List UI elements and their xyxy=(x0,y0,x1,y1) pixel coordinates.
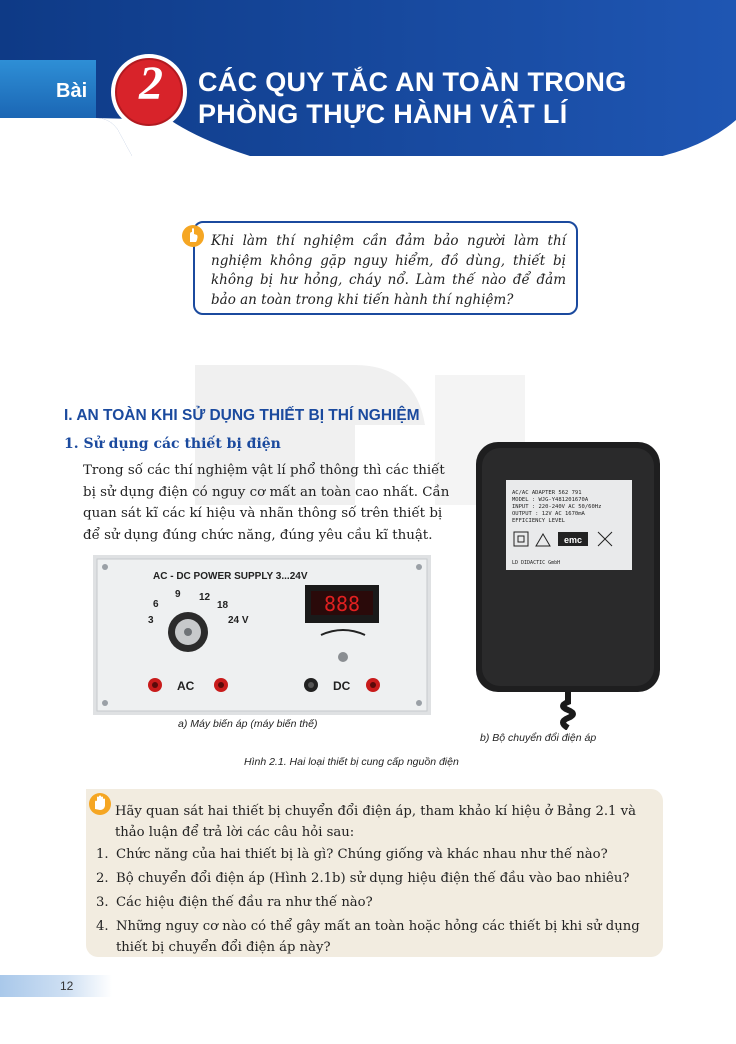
section-paragraph: Trong số các thí nghiệm vật lí phổ thông thì các thiết bị sử dụng điện có nguy cơ mất an toàn cao nhất. Cần quan sát kĩ các kí hiệu và nhãn thông số trên thiết bị để sử dụng đúng chức năng, đúng yêu cầu kĩ thuật. xyxy=(83,463,450,543)
pointing-hand-icon xyxy=(181,224,205,248)
adapter-cable xyxy=(563,692,573,728)
raised-hand-icon xyxy=(88,792,112,816)
display-digits: 888 xyxy=(323,592,361,616)
psu-panel-title: AC - DC POWER SUPPLY 3...24V xyxy=(153,571,308,582)
question-number: 2. xyxy=(96,871,109,886)
lesson-header xyxy=(0,0,736,165)
screw-icon xyxy=(102,564,108,570)
question-number: 4. xyxy=(96,919,109,934)
question-number: 1. xyxy=(96,847,109,862)
screw-icon xyxy=(416,700,422,706)
screw-icon xyxy=(102,700,108,706)
dial-label: 9 xyxy=(175,589,181,600)
spec-line: INPUT : 220-240V AC 50/60Hz xyxy=(512,504,602,510)
voltage-adapter-image xyxy=(472,440,664,730)
page-number-bar xyxy=(0,975,112,997)
question-text: Các hiệu điện thế đầu ra như thế nào? xyxy=(116,895,373,910)
section-title: I. AN TOÀN KHI SỬ DỤNG THIẾT BỊ THÍ NGHIỆM xyxy=(64,407,420,424)
lesson-title-line1: CÁC QUY TẮC AN TOÀN TRONG xyxy=(198,67,627,97)
page-number: 12 xyxy=(60,979,74,993)
spec-line: OUTPUT : 12V AC 1670mA xyxy=(512,511,585,517)
question-text: Những nguy cơ nào có thể gây mất an toàn hoặc hỏng các thiết bị khi sử dụng thiết bị chuyển đổi điện áp này? xyxy=(116,919,640,955)
question-item xyxy=(96,892,652,913)
question-text: Bộ chuyển đổi điện áp (Hình 2.1b) sử dụng hiệu điện thế đầu vào bao nhiêu? xyxy=(116,871,630,886)
questions-intro: Hãy quan sát hai thiết bị chuyển đổi điện áp, tham khảo kí hiệu ở Bảng 2.1 và thảo luận để trả lời các câu hỏi sau: xyxy=(115,804,636,840)
lesson-number: 2 xyxy=(139,57,163,110)
toggle-switch xyxy=(338,652,348,662)
intro-question-text: Khi làm thí nghiệm cần đảm bảo người làm thí nghiệm không gặp nguy hiểm, đồ dùng, thiết bị không bị hư hỏng, cháy nổ. Làm thế nào để đảm bảo an toàn trong khi tiến hành thí nghiệm? xyxy=(211,233,566,308)
spec-line: MODEL : WJG-Y481201670A xyxy=(512,497,589,503)
figure-caption-b: b) Bộ chuyển đổi điện áp xyxy=(480,732,597,744)
figure-caption-a: a) Máy biến áp (máy biến thế) xyxy=(178,718,318,730)
question-text: Chức năng của hai thiết bị là gì? Chúng giống và khác nhau như thế nào? xyxy=(116,847,608,862)
spec-line: AC/AC ADAPTER 562 791 xyxy=(512,490,582,496)
question-number: 3. xyxy=(96,895,109,910)
emc-text: emc xyxy=(563,535,583,545)
dial-label: 12 xyxy=(199,592,211,603)
figure-caption: Hình 2.1. Hai loại thiết bị cung cấp nguồn điện xyxy=(244,756,459,768)
dc-label: DC xyxy=(333,679,351,693)
question-item xyxy=(96,868,652,889)
screw-icon xyxy=(416,564,422,570)
lesson-title xyxy=(198,66,627,130)
dial-label: 18 xyxy=(217,600,229,611)
dial-label: 3 xyxy=(148,615,154,626)
dial-label: 24 V xyxy=(228,615,249,626)
power-supply-image xyxy=(93,555,431,715)
ac-label: AC xyxy=(177,679,195,693)
lesson-title-line2: PHÒNG THỰC HÀNH VẬT LÍ xyxy=(198,99,568,129)
dial-label: 6 xyxy=(153,599,159,610)
question-item xyxy=(96,844,652,865)
spec-line: EFFICIENCY LEVEL xyxy=(512,518,565,524)
lesson-label: Bài xyxy=(56,80,88,102)
questions-list xyxy=(96,844,652,961)
question-item xyxy=(96,916,652,958)
subsection-title: 1. Sử dụng các thiết bị điện xyxy=(64,436,281,452)
adapter-footer: LD DIDACTIC GmbH xyxy=(512,560,561,566)
